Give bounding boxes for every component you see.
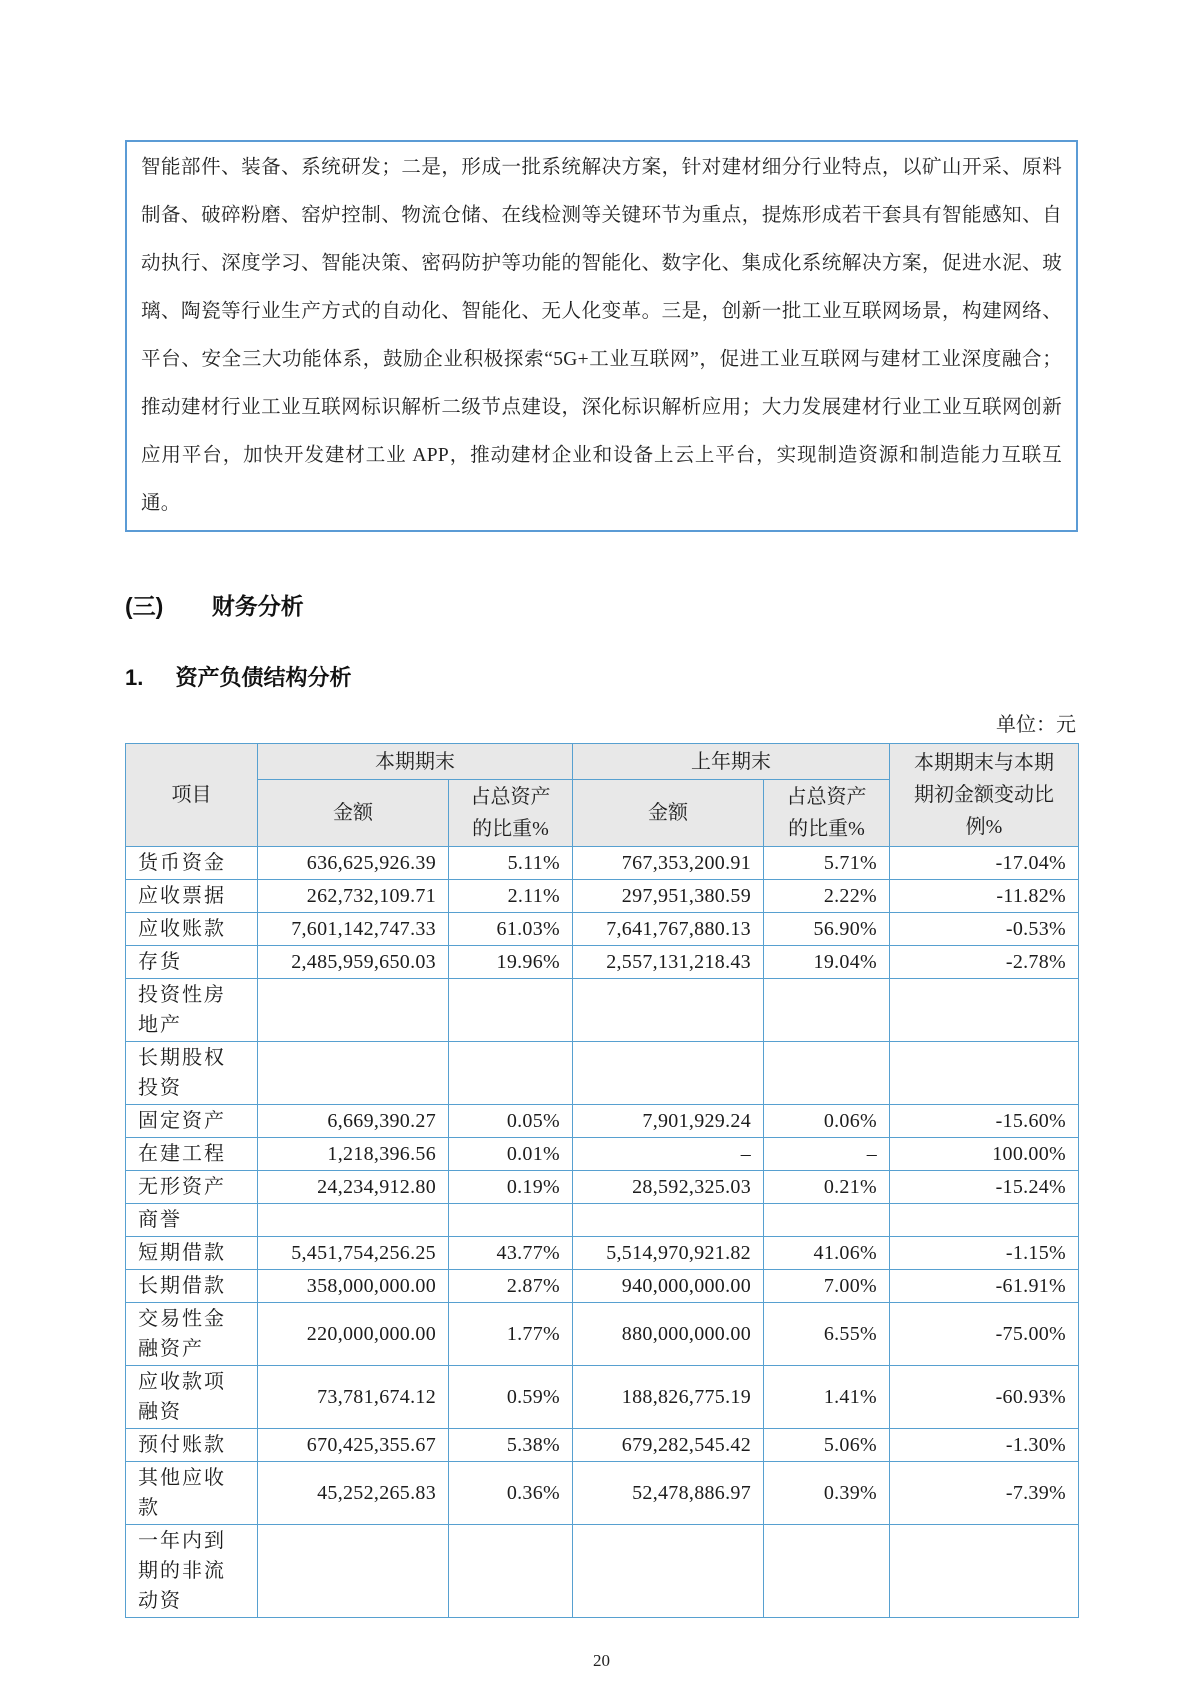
cell-current-amount [258,1042,449,1105]
cell-current-pct: 5.38% [449,1429,573,1462]
header-prior-pct [764,780,890,847]
cell-item: 应收款项融资 [126,1366,258,1429]
section-heading-label: (三) [125,593,164,619]
header-prior-pct-text: 占总资产的比重% [786,786,867,840]
cell-item: 存货 [126,946,258,979]
table-row [126,1270,1079,1303]
table-row [126,1429,1079,1462]
cell-change-pct: 100.00% [890,1138,1079,1171]
cell-prior-amount: 7,641,767,880.13 [573,913,764,946]
cell-item: 短期借款 [126,1237,258,1270]
highlighted-paragraph-box: 智能部件、装备、系统研发；二是，形成一批系统解决方案，针对建材细分行业特点，以矿山开采、原料制备、破碎粉磨、窑炉控制、物流仓储、在线检测等关键环节为重点，提炼形成若干套具有智能感知、自动执行、深度学习、智能决策、密码防护等功能的智能化、数字化、集成化系统解决方案，促进水泥、玻璃、陶瓷等行业生产方式的自动化、智能化、无人化变革。三是，创新一批工业互联网场景，构建网络、平台、安全三大功能体系，鼓励企业积极探索“5G+工业互联网”，促进工业互联网与建材工业深度融合；推动建材行业工业互联网标识解析二级节点建设，深化标识解析应用；大力发展建材行业工业互联网创新应用平台，加快开发建材工业 APP，推动建材企业和设备上云上平台，实现制造资源和制造能力互联互通。 [125,140,1078,532]
table-row [126,946,1079,979]
page-number: 20 [593,1651,610,1670]
cell-current-pct [449,1204,573,1237]
cell-current-pct: 61.03% [449,913,573,946]
cell-item: 固定资产 [126,1105,258,1138]
cell-current-amount: 358,000,000.00 [258,1270,449,1303]
subsection-heading-title: 资产负债结构分析 [175,665,352,690]
cell-current-amount: 1,218,396.56 [258,1138,449,1171]
cell-current-pct: 0.19% [449,1171,573,1204]
table-row [126,1237,1079,1270]
balance-sheet-table [125,743,1079,1618]
cell-current-amount: 670,425,355.67 [258,1429,449,1462]
table-row [126,1171,1079,1204]
cell-current-amount [258,979,449,1042]
cell-change-pct: -60.93% [890,1366,1079,1429]
cell-prior-amount: 188,826,775.19 [573,1366,764,1429]
cell-current-pct [449,979,573,1042]
cell-prior-pct: 0.21% [764,1171,890,1204]
cell-prior-pct: – [764,1138,890,1171]
cell-item: 无形资产 [126,1171,258,1204]
cell-prior-amount [573,1042,764,1105]
cell-prior-pct: 5.71% [764,847,890,880]
subsection-heading [125,661,1078,692]
cell-current-amount: 2,485,959,650.03 [258,946,449,979]
cell-prior-pct [764,979,890,1042]
cell-prior-amount: 297,951,380.59 [573,880,764,913]
cell-change-pct [890,1204,1079,1237]
subsection-heading-label: 1. [125,665,144,690]
cell-current-pct: 0.36% [449,1462,573,1525]
cell-item: 在建工程 [126,1138,258,1171]
cell-prior-amount [573,1525,764,1618]
cell-item: 预付账款 [126,1429,258,1462]
cell-current-pct: 0.05% [449,1105,573,1138]
cell-change-pct: -15.24% [890,1171,1079,1204]
cell-current-amount [258,1204,449,1237]
page-content [125,0,1078,1671]
cell-current-amount: 262,732,109.71 [258,880,449,913]
cell-item: 应收账款 [126,913,258,946]
cell-change-pct: -75.00% [890,1303,1079,1366]
cell-current-pct: 0.59% [449,1366,573,1429]
cell-prior-pct: 2.22% [764,880,890,913]
cell-current-amount: 6,669,390.27 [258,1105,449,1138]
cell-change-pct: -15.60% [890,1105,1079,1138]
section-heading [125,588,1078,621]
cell-current-pct: 1.77% [449,1303,573,1366]
header-item: 项目 [126,744,258,847]
cell-prior-pct: 1.41% [764,1366,890,1429]
cell-item: 商誉 [126,1204,258,1237]
cell-prior-amount [573,1204,764,1237]
cell-change-pct: -1.15% [890,1237,1079,1270]
header-prior-amount: 金额 [573,780,764,847]
table-row [126,1462,1079,1525]
cell-prior-amount: 28,592,325.03 [573,1171,764,1204]
table-row [126,1525,1079,1618]
cell-prior-amount: – [573,1138,764,1171]
cell-change-pct: -0.53% [890,913,1079,946]
header-current-period: 本期期末 [258,744,573,780]
table-row [126,1105,1079,1138]
table-row [126,847,1079,880]
cell-current-pct: 2.11% [449,880,573,913]
cell-change-pct: -11.82% [890,880,1079,913]
table-header [126,744,1079,847]
section-heading-title: 财务分析 [211,593,304,619]
cell-item: 长期借款 [126,1270,258,1303]
cell-prior-amount: 679,282,545.42 [573,1429,764,1462]
cell-prior-pct: 7.00% [764,1270,890,1303]
cell-prior-pct: 41.06% [764,1237,890,1270]
cell-current-pct: 5.11% [449,847,573,880]
header-change-pct [890,744,1079,847]
cell-current-pct [449,1042,573,1105]
cell-prior-pct [764,1204,890,1237]
cell-prior-amount: 767,353,200.91 [573,847,764,880]
cell-prior-amount: 7,901,929.24 [573,1105,764,1138]
cell-item: 应收票据 [126,880,258,913]
cell-item: 长期股权投资 [126,1042,258,1105]
table-row [126,913,1079,946]
cell-item: 一年内到期的非流动资 [126,1525,258,1618]
cell-current-pct [449,1525,573,1618]
table-row [126,1366,1079,1429]
cell-current-amount: 220,000,000.00 [258,1303,449,1366]
cell-current-amount: 7,601,142,747.33 [258,913,449,946]
header-current-amount: 金额 [258,780,449,847]
cell-current-amount: 45,252,265.83 [258,1462,449,1525]
cell-prior-amount [573,979,764,1042]
table-row [126,1204,1079,1237]
cell-change-pct: -1.30% [890,1429,1079,1462]
cell-current-pct: 19.96% [449,946,573,979]
header-prior-period: 上年期末 [573,744,890,780]
cell-prior-pct: 5.06% [764,1429,890,1462]
cell-prior-pct: 0.39% [764,1462,890,1525]
cell-change-pct: -2.78% [890,946,1079,979]
header-current-pct [449,780,573,847]
cell-item: 交易性金融资产 [126,1303,258,1366]
cell-current-amount: 5,451,754,256.25 [258,1237,449,1270]
cell-item: 投资性房地产 [126,979,258,1042]
table-row [126,1303,1079,1366]
cell-current-pct: 0.01% [449,1138,573,1171]
table-row [126,1138,1079,1171]
cell-change-pct: -17.04% [890,847,1079,880]
cell-change-pct [890,979,1079,1042]
cell-prior-pct: 6.55% [764,1303,890,1366]
unit-label: 单位：元 [996,714,1076,736]
cell-current-amount: 24,234,912.80 [258,1171,449,1204]
cell-change-pct [890,1525,1079,1618]
cell-prior-amount: 5,514,970,921.82 [573,1237,764,1270]
table-row [126,979,1079,1042]
cell-current-amount: 73,781,674.12 [258,1366,449,1429]
table-row [126,880,1079,913]
cell-item: 其他应收款 [126,1462,258,1525]
cell-prior-amount: 52,478,886.97 [573,1462,764,1525]
cell-change-pct: -7.39% [890,1462,1079,1525]
cell-prior-amount: 880,000,000.00 [573,1303,764,1366]
cell-current-pct: 2.87% [449,1270,573,1303]
cell-item: 货币资金 [126,847,258,880]
cell-change-pct [890,1042,1079,1105]
cell-prior-pct: 0.06% [764,1105,890,1138]
cell-prior-pct [764,1042,890,1105]
cell-prior-amount: 940,000,000.00 [573,1270,764,1303]
header-current-pct-text: 占总资产的比重% [470,786,551,840]
cell-prior-amount: 2,557,131,218.43 [573,946,764,979]
balance-table-body [126,847,1079,1618]
header-change-pct-text: 本期期末与本期期初金额变动比例% [914,752,1054,838]
cell-prior-pct: 56.90% [764,913,890,946]
cell-current-pct: 43.77% [449,1237,573,1270]
cell-prior-pct: 19.04% [764,946,890,979]
cell-change-pct: -61.91% [890,1270,1079,1303]
table-row [126,1042,1079,1105]
cell-prior-pct [764,1525,890,1618]
table-header-row-1 [126,744,1079,780]
cell-current-amount: 636,625,926.39 [258,847,449,880]
cell-current-amount [258,1525,449,1618]
